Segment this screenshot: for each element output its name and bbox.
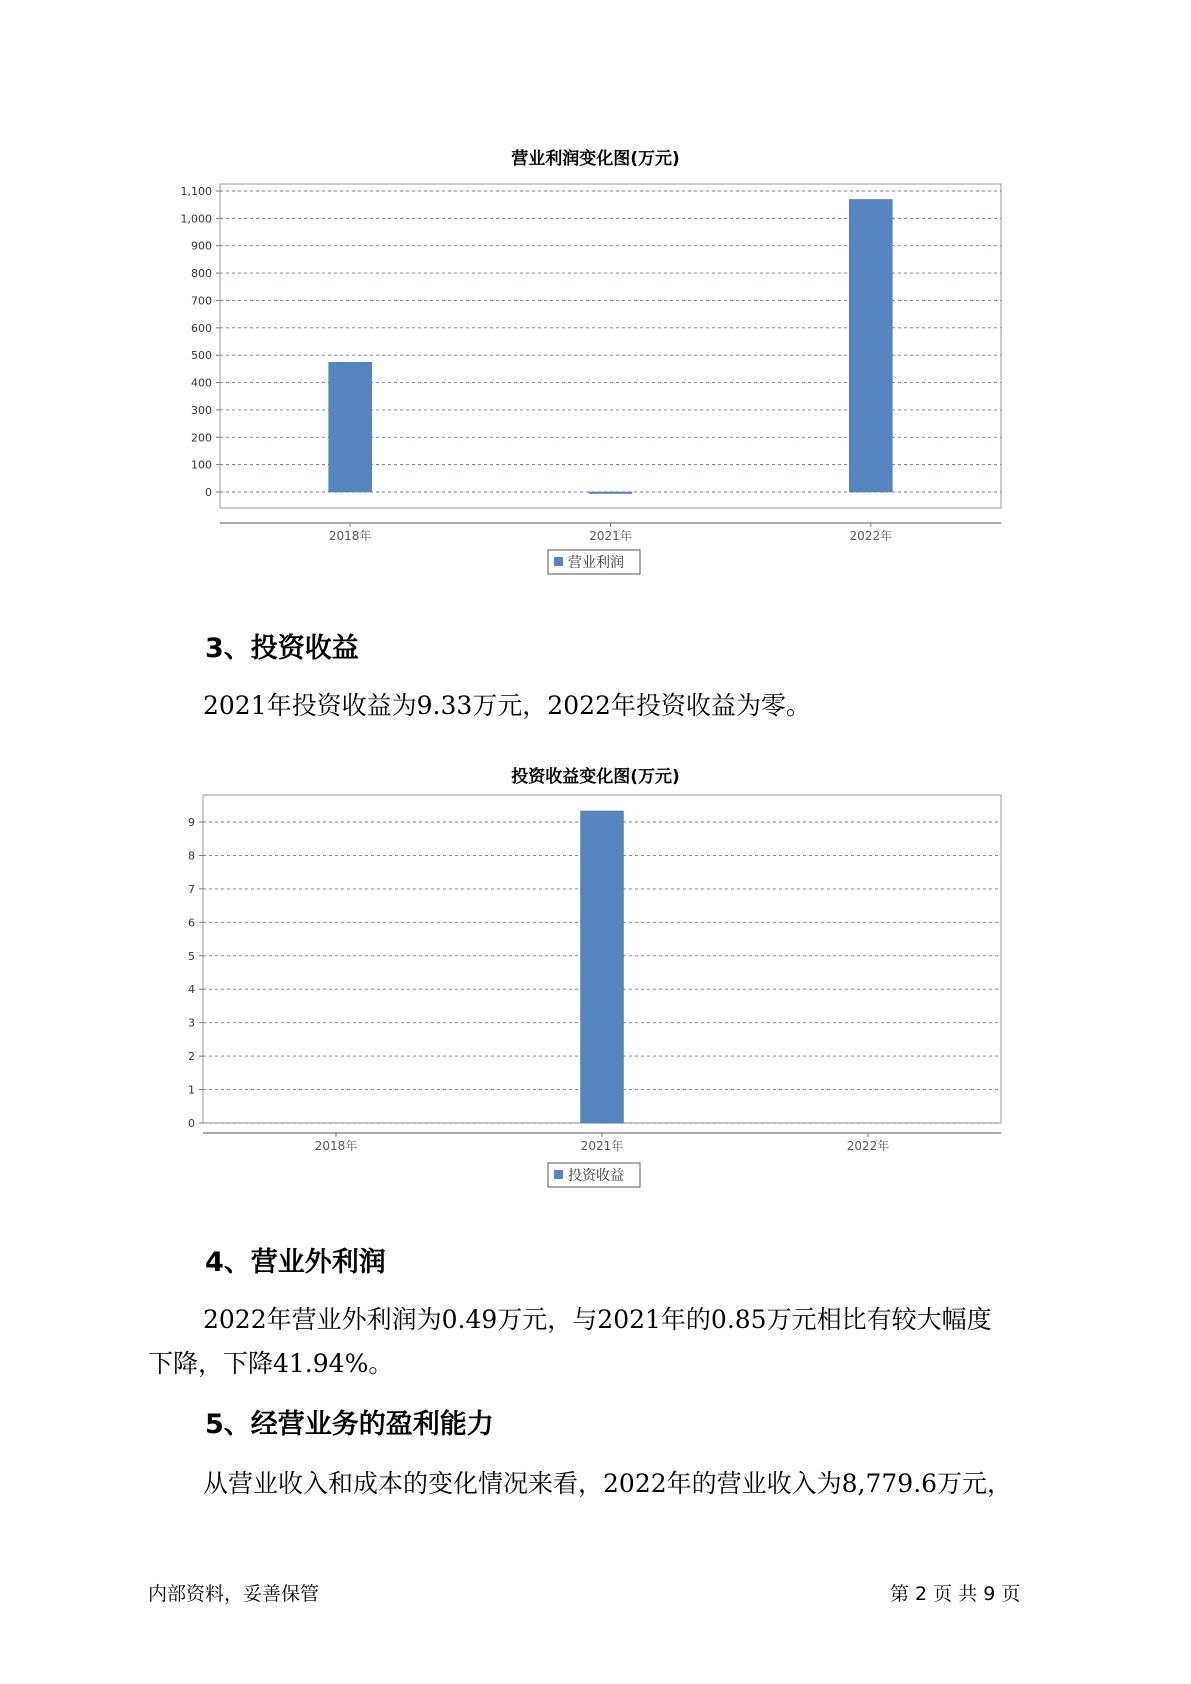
- y-tick-label: 600: [191, 321, 212, 335]
- y-tick-label: 0: [205, 486, 212, 499]
- y-tick-label: 200: [191, 431, 212, 445]
- section-3-text: 2021年投资收益为9.33万元，2022年投资收益为零。: [203, 691, 811, 720]
- section-3-heading: 3、投资收益: [205, 633, 359, 664]
- x-tick-label: 2018年: [328, 529, 372, 543]
- bar: [589, 492, 632, 494]
- operating-profit-chart: [0, 170, 1191, 600]
- footer-page-number: 第 2 页 共 9 页: [890, 1583, 1021, 1605]
- legend-swatch: [554, 557, 563, 566]
- y-tick-label: 700: [191, 294, 212, 308]
- y-tick-label: 900: [191, 239, 212, 253]
- legend-swatch: [554, 1170, 563, 1179]
- bar: [329, 362, 372, 492]
- y-tick-label: 2: [188, 1050, 195, 1064]
- section-5-text: 从营业收入和成本的变化情况来看，2022年的营业收入为8,779.6万元，: [203, 1469, 1013, 1498]
- y-tick-label: 500: [191, 349, 212, 363]
- chart2-title: 投资收益变化图(万元): [511, 767, 680, 787]
- x-tick-label: 2022年: [849, 529, 893, 543]
- y-tick-label: 3: [188, 1016, 195, 1030]
- y-tick-label: 9: [188, 816, 195, 829]
- x-tick-label: 2021年: [580, 1139, 624, 1153]
- investment-income-chart: [0, 790, 1191, 1210]
- y-tick-label: 4: [188, 983, 195, 997]
- y-tick-label: 6: [188, 916, 195, 930]
- x-tick-label: 2022年: [846, 1139, 890, 1153]
- y-tick-label: 100: [191, 458, 212, 472]
- footer-confidential: 内部资料，妥善保管: [148, 1583, 320, 1605]
- x-tick-label: 2021年: [589, 529, 632, 543]
- bar: [581, 811, 624, 1123]
- y-tick-label: 7: [188, 882, 195, 896]
- section-4-text-line1: 2022年营业外利润为0.49万元，与2021年的0.85万元相比有较大幅度: [203, 1305, 992, 1334]
- legend-label: 营业利润: [568, 555, 624, 571]
- y-tick-label: 0: [188, 1117, 195, 1130]
- y-tick-label: 1,100: [180, 185, 212, 198]
- y-tick-label: 1: [188, 1083, 195, 1097]
- legend-label: 投资收益: [568, 1168, 624, 1184]
- y-tick-label: 400: [191, 376, 212, 390]
- chart1-title: 营业利润变化图(万元): [511, 149, 680, 169]
- x-tick-label: 2018年: [314, 1139, 358, 1153]
- y-tick-label: 300: [191, 403, 212, 417]
- y-tick-label: 5: [188, 949, 195, 963]
- section-4-text-line2: 下降，下降41.94%。: [148, 1349, 394, 1378]
- y-tick-label: 800: [191, 267, 212, 281]
- section-5-heading: 5、经营业务的盈利能力: [205, 1409, 494, 1440]
- bar: [849, 199, 892, 492]
- y-tick-label: 1,000: [180, 212, 212, 226]
- section-4-heading: 4、营业外利润: [205, 1247, 386, 1278]
- y-tick-label: 8: [188, 849, 195, 863]
